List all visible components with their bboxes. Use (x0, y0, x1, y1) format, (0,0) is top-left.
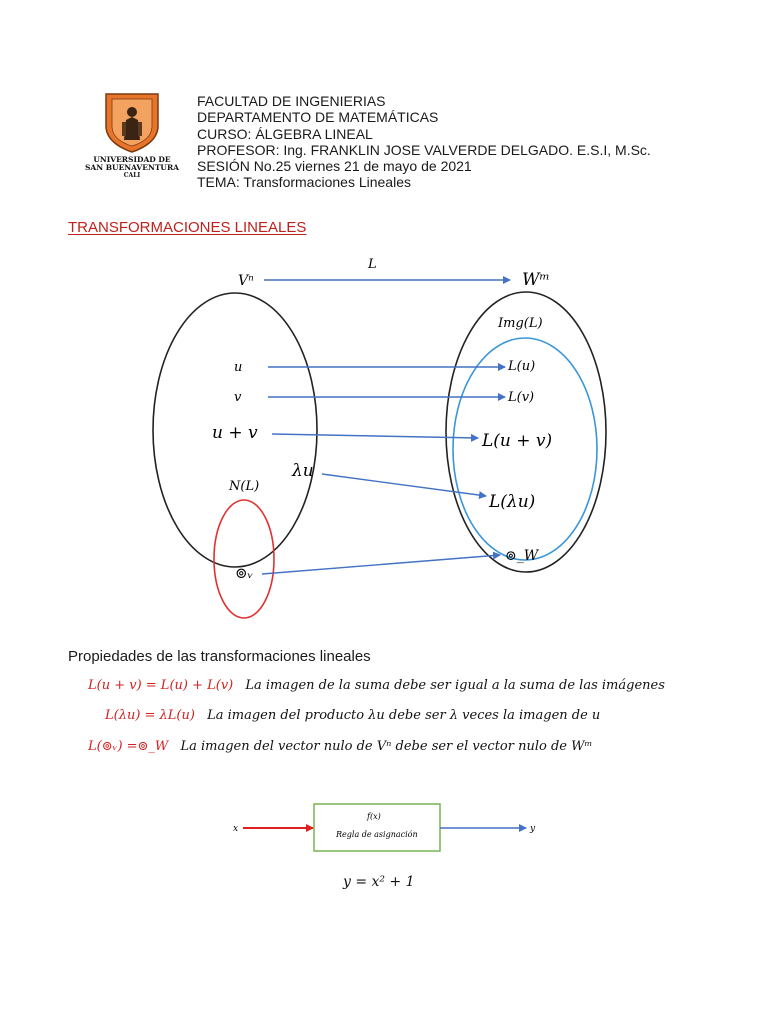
function-label: f(x) (367, 812, 381, 821)
arrow-u-plus-v (272, 434, 478, 438)
properties-title: Propiedades de las transformaciones lineales (68, 648, 371, 665)
property-homogeneity (105, 708, 600, 723)
vector-lambda-u: λu (292, 461, 314, 481)
shield-icon (104, 92, 160, 154)
kernel-label: N(L) (229, 479, 260, 494)
vector-v: v (234, 390, 242, 405)
image-v: L(v) (508, 390, 535, 405)
rule-label: Regla de asignación (336, 830, 418, 839)
faculty-line: FACULTAD DE INGENIERIAS (197, 93, 386, 109)
property-equation: L(λu) = λL(u) (105, 708, 195, 723)
image-u: L(u) (508, 359, 536, 374)
topic-line: TEMA: Transformaciones Lineales (197, 174, 411, 191)
vector-u-plus-v: u + v (212, 423, 258, 443)
codomain-space-label: Wᵐ (522, 270, 550, 290)
zero-vector-v: ⊚ᵥ (235, 564, 254, 582)
example-formula: y = x² + 1 (343, 874, 415, 890)
property-description: La imagen del vector nulo de Vⁿ debe ser el vector nulo de Wᵐ (180, 739, 593, 754)
header-info (197, 93, 651, 191)
map-label: L (368, 257, 377, 272)
domain-space-label: Vⁿ (238, 273, 254, 289)
university-name: UNIVERSIDAD DE SAN BUENAVENTURA CALI (85, 155, 179, 179)
vector-u: u (234, 360, 243, 375)
session-line: SESIÓN No.25 viernes 21 de mayo de 2021 (197, 158, 472, 175)
university-logo (80, 92, 184, 187)
input-label: x (233, 824, 239, 834)
section-title: TRANSFORMACIONES LINEALES (68, 219, 307, 236)
property-zero-vector (88, 739, 592, 754)
property-additivity (88, 678, 665, 693)
function-box-diagram (0, 795, 768, 865)
output-label: y (530, 824, 536, 834)
property-equation: L(⊚ᵥ) =⊚_W (88, 739, 169, 754)
department-line: DEPARTAMENTO DE MATEMÁTICAS (197, 109, 439, 126)
zero-vector-w: ⊚_W (505, 548, 539, 564)
image-lambda-u: L(λu) (489, 492, 536, 512)
image-label: Img(L) (498, 316, 543, 331)
property-description: La imagen de la suma debe ser igual a la suma de las imágenes (245, 678, 665, 693)
property-equation: L(u + v) = L(u) + L(v) (88, 678, 234, 693)
linear-map-diagram (0, 250, 768, 640)
kernel-ellipse (214, 500, 274, 618)
property-description: La imagen del producto λu debe ser λ veces la imagen de u (207, 708, 601, 723)
arrow-zero (262, 555, 500, 574)
arrow-lambda-u (322, 474, 486, 496)
professor-line: PROFESOR: Ing. FRANKLIN JOSE VALVERDE DELGADO. E.S.I, M.Sc. (197, 141, 651, 158)
image-u-plus-v: L(u + v) (482, 431, 553, 451)
course-line: CURSO: ÁLGEBRA LINEAL (197, 125, 373, 142)
